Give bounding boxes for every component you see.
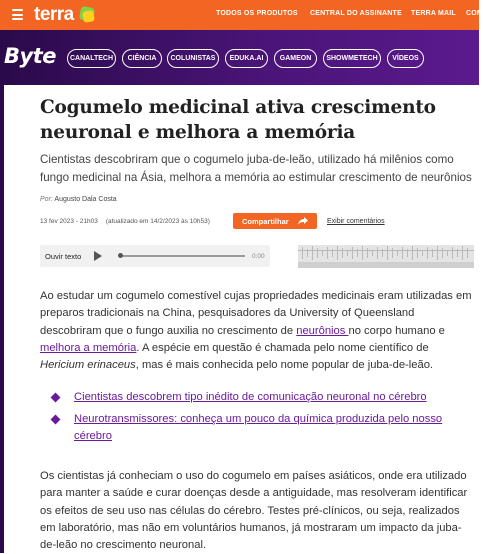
diamond-bullet-icon	[51, 415, 61, 425]
share-arrow-icon	[298, 217, 308, 225]
share-button[interactable]	[233, 213, 317, 229]
p1-text-b: no corpo humano e	[348, 324, 445, 337]
tag-gameon[interactable]: GAMEON	[274, 49, 317, 68]
terra-header	[0, 0, 483, 30]
author-name[interactable]: Augusto Dala Costa	[54, 196, 117, 203]
nav-com[interactable]: COM	[466, 10, 483, 17]
article-dateline	[40, 218, 210, 225]
audio-progress-handle[interactable]	[118, 253, 123, 258]
body-paragraph-1	[40, 288, 473, 374]
p1-text-c: . A espécie em questão é chamada pelo nome científico de	[136, 341, 429, 354]
section-accent-strip	[0, 85, 4, 553]
species-name: Hericium erinaceus	[40, 359, 136, 372]
nav-todos-os-produtos[interactable]: TODOS OS PRODUTOS	[216, 10, 298, 17]
body-paragraph-2: Os cientistas já conheciam o uso do cogumelo em países asiáticos, onde era utilizado para manter a saúde e curar doenças desde a antiguidade, mas resolveram identificar os efeitos de seu uso nas células do cérebro. Testes pré-clínicos, ou seja, realizados em laboratório, mas não em voluntários humanos, já mostraram um impacto da juba-de-leão no crescimento neuronal.	[40, 470, 468, 552]
play-icon[interactable]	[94, 251, 102, 261]
link-melhora-a-memoria[interactable]: melhora a memória	[40, 341, 137, 354]
tag-videos[interactable]: VÍDEOS	[387, 49, 424, 68]
tag-ciencia[interactable]: CIÊNCIA	[122, 49, 162, 68]
related-link-1[interactable]: Cientistas descobrem tipo inédito de comunicação neuronal no cérebro	[74, 391, 427, 403]
audio-progress-track[interactable]	[122, 255, 245, 257]
p1-text-a: Ao estudar um cogumelo comestível cujas propriedades medicinais eram utilizadas em preparos tradicionais na China, pesquisadores da University of Queensland descobriram que o fungo auxilia no crescimento de	[40, 290, 472, 337]
show-comments-link[interactable]: Exibir comentários	[327, 218, 385, 225]
author-colon: :	[50, 196, 53, 203]
author-prefix: Por	[40, 196, 51, 203]
related-link-2[interactable]: Neurotransmissores: conheça um pouco da química produzida pelo nosso cérebro	[74, 413, 443, 442]
waveform-graphic	[298, 245, 474, 261]
p1-text-d: , mas é mais conhecida pelo nome popular de juba-de-leão.	[135, 359, 434, 372]
tag-showmetech[interactable]: SHOWMETECH	[323, 49, 381, 68]
hamburger-icon[interactable]	[12, 9, 23, 20]
nav-terra-mail[interactable]: TERRA MAIL	[411, 10, 456, 17]
tag-canaltech[interactable]: CANALTECH	[67, 49, 116, 68]
diamond-bullet-icon	[51, 393, 61, 403]
article-subtitle: Cientistas descobriram que o cogumelo juba-de-leão, utilizado há milênios como fungo medicinal na Ásia, melhora a memória ao estimular crescimento de neurônios	[40, 153, 472, 184]
terra-logo-text: terra	[34, 4, 74, 25]
terra-logo-mark-icon	[78, 6, 96, 24]
listen-label: Ouvir texto	[45, 252, 82, 261]
share-button-label: Compartilhar	[242, 216, 289, 226]
byte-header	[0, 30, 479, 85]
article-headline: Cogumelo medicinal ativa crescimento neuronal e melhora a memória	[40, 97, 436, 143]
audio-time: 0:00	[252, 253, 265, 260]
article-author	[40, 196, 117, 203]
byte-logo[interactable]: Byte	[4, 44, 56, 68]
audio-player	[40, 245, 270, 267]
publish-date: 13 fev 2023 - 21h03	[40, 218, 98, 225]
waveform-scrollbar[interactable]	[298, 262, 474, 268]
updated-date: (atualizado em 14/2/2023 às 10h53)	[105, 218, 210, 225]
link-neuronios[interactable]: neurônios	[296, 324, 349, 337]
terra-logo[interactable]	[34, 4, 96, 26]
tag-eduka-ai[interactable]: EDUKA.AI	[225, 49, 268, 68]
nav-central-do-assinante[interactable]: CENTRAL DO ASSINANTE	[310, 10, 402, 17]
tag-colunistas[interactable]: COLUNISTAS	[167, 49, 219, 68]
